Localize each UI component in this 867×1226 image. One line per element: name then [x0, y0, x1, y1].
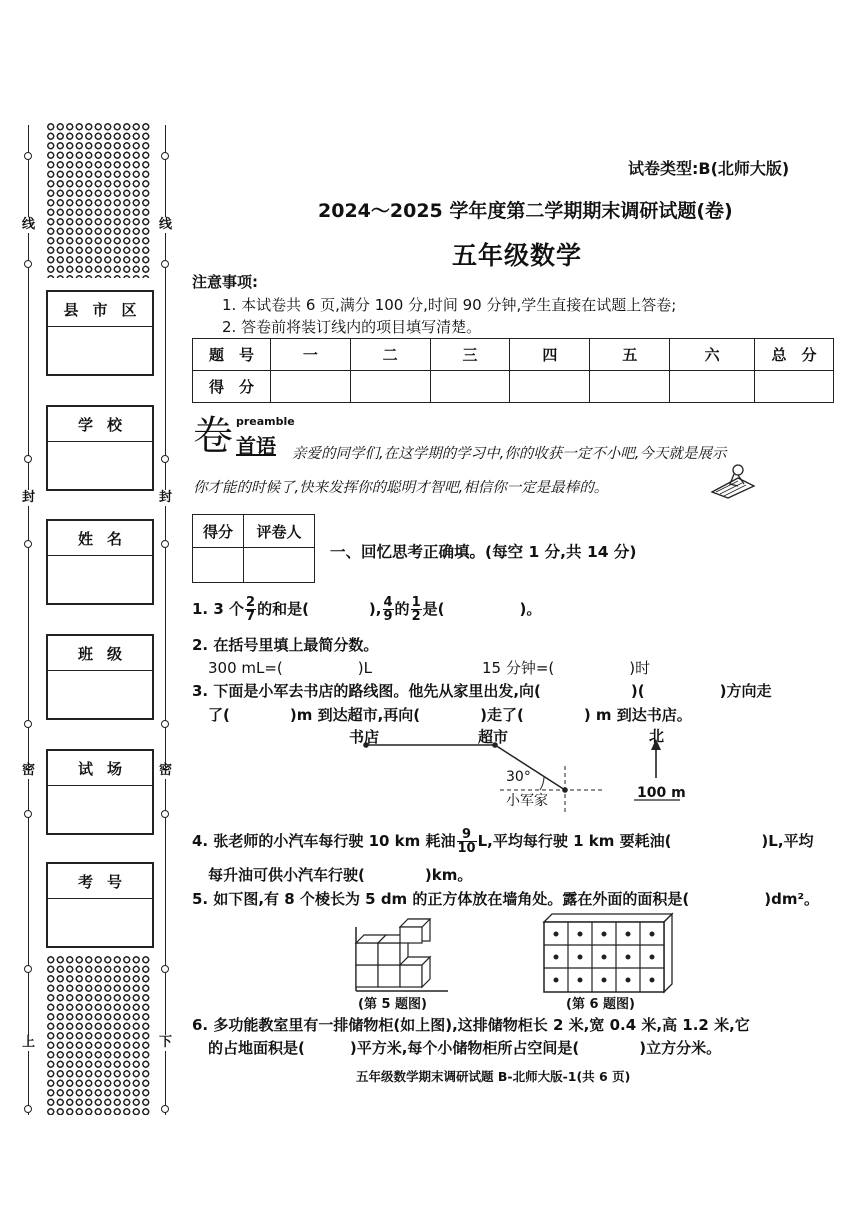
angle-label: 30° — [506, 769, 531, 785]
score-table — [192, 338, 834, 403]
binding-ring — [24, 1105, 32, 1113]
score-header-row — [193, 339, 834, 371]
q1-text: 的 — [394, 600, 410, 618]
score-cell[interactable] — [510, 371, 590, 403]
binding-ring — [24, 260, 32, 268]
score-row-label: 得 分 — [193, 371, 271, 403]
score-cell[interactable] — [670, 371, 755, 403]
fraction: $\frac{2}{7}$ — [246, 595, 256, 624]
grader-score-header: 得分 — [193, 515, 244, 548]
seal-char: 封 — [159, 490, 173, 505]
school-label: 学校 — [48, 407, 152, 442]
score-header-cell: 一 — [270, 339, 350, 371]
question-3-line: 了( )m 到达超市,再向( )走了( ) m 到达书店。 — [208, 706, 692, 724]
binding-ring — [161, 152, 169, 160]
preamble-big-char: 卷 — [193, 413, 233, 459]
preamble-line: 你才能的时候了,快来发挥你的聪明才智吧,相信你一定是最棒的。 — [193, 480, 609, 496]
county-field[interactable] — [46, 290, 154, 376]
binding-ring — [24, 455, 32, 463]
bookstore-label: 书店 — [349, 728, 380, 746]
q4-text: L,平均每行驶 1 km 要耗油( )L,平均 — [477, 832, 814, 850]
score-cell[interactable] — [270, 371, 350, 403]
seal-char: 线 — [22, 217, 36, 232]
home-label: 小军家 — [506, 793, 548, 809]
exam-number-label: 考号 — [48, 864, 152, 899]
question-2a: 300 mL=( )L — [208, 659, 372, 677]
binding-ring — [24, 720, 32, 728]
class-label: 班级 — [48, 636, 152, 671]
score-value-row — [193, 371, 834, 403]
question-2b: 15 分钟=( )时 — [482, 659, 651, 677]
grader-score-cell[interactable] — [193, 548, 244, 583]
subject-title: 五年级数学 — [452, 241, 583, 270]
grader-name-header: 评卷人 — [244, 515, 315, 548]
question-6-line: 6. 多功能教室里有一排储物柜(如上图),这排储物柜长 2 米,宽 0.4 米,高 1.2 米,它 — [192, 1016, 750, 1034]
note-item: 2. 答卷前将装订线内的项目填写清楚。 — [222, 318, 482, 336]
class-field[interactable] — [46, 634, 154, 720]
question-2-stem: 2. 在括号里填上最简分数。 — [192, 636, 379, 654]
market-label: 超市 — [478, 728, 509, 746]
scale-label: 100 m — [637, 785, 686, 801]
binding-ring — [161, 1105, 169, 1113]
q1-text: 1. 3 个 — [192, 600, 245, 618]
binding-ring — [161, 810, 169, 818]
binding-ring — [161, 965, 169, 973]
exam-title: 2024～2025 学年度第二学期期末调研试题(卷) — [318, 200, 733, 222]
north-label: 北 — [649, 727, 665, 745]
score-header-cell: 总 分 — [755, 339, 834, 371]
q1-text: 是( )。 — [422, 600, 542, 618]
preamble-line: 亲爱的同学们,在这学期的学习中,你的收获一定不小吧,今天就是展示 — [292, 446, 727, 462]
dot-pattern-top — [46, 122, 151, 278]
note-item: 1. 本试卷共 6 页,满分 100 分,时间 90 分钟,学生直接在试题上答卷; — [222, 296, 677, 314]
exam-number-field[interactable] — [46, 862, 154, 948]
score-header-cell: 四 — [510, 339, 590, 371]
preamble-english: preamble — [236, 415, 295, 428]
score-header-cell: 五 — [590, 339, 670, 371]
score-cell[interactable] — [590, 371, 670, 403]
binding-ring — [24, 540, 32, 548]
score-header-cell: 二 — [350, 339, 430, 371]
binding-ring — [161, 720, 169, 728]
score-cell[interactable] — [755, 371, 834, 403]
binding-ring — [161, 455, 169, 463]
cubes-corner-figure — [352, 915, 452, 993]
binding-ring — [24, 965, 32, 973]
seal-char: 密 — [22, 763, 36, 778]
seal-char: 线 — [159, 217, 173, 232]
q1-text: 的和是( ), — [257, 600, 382, 618]
name-label: 姓名 — [48, 521, 152, 556]
score-cell[interactable] — [350, 371, 430, 403]
section1-title: 一、回忆思考正确填。(每空 1 分,共 14 分) — [330, 543, 637, 561]
dot-pattern-bottom — [46, 955, 151, 1115]
seal-char: 密 — [159, 763, 173, 778]
score-header-cell: 题 号 — [193, 339, 271, 371]
storage-cabinet-figure — [540, 910, 675, 994]
grader-name-cell[interactable] — [244, 548, 315, 583]
exam-room-field[interactable] — [46, 749, 154, 835]
preamble-small: 首语 — [236, 434, 276, 458]
fraction: $\frac{1}{2}$ — [411, 595, 421, 624]
question-5: 5. 如下图,有 8 个棱长为 5 dm 的正方体放在墙角处。露在外面的面积是( )dm²。 — [192, 890, 820, 908]
seal-char: 上 — [22, 1035, 36, 1050]
name-field[interactable] — [46, 519, 154, 605]
exam-room-label: 试场 — [48, 751, 152, 786]
score-header-cell: 六 — [670, 339, 755, 371]
grader-table — [192, 514, 315, 583]
county-label: 县市区 — [48, 292, 152, 327]
fraction: $\frac{9}{10}$ — [457, 827, 476, 856]
binding-ring — [24, 810, 32, 818]
score-header-cell: 三 — [430, 339, 510, 371]
exam-type-label: 试卷类型:B(北师大版) — [628, 159, 790, 178]
student-writing-icon — [708, 462, 758, 500]
binding-ring — [161, 260, 169, 268]
notes-heading: 注意事项: — [192, 273, 258, 291]
q4-text: 4. 张老师的小汽车每行驶 10 km 耗油 — [192, 832, 456, 850]
fraction: $\frac{4}{9}$ — [383, 595, 393, 624]
page-footer: 五年级数学期末调研试题 B-北师大版-1(共 6 页) — [356, 1069, 631, 1084]
question-1 — [192, 596, 541, 623]
seal-char: 下 — [159, 1035, 173, 1050]
figure5-caption: (第 5 题图) — [358, 997, 427, 1012]
seal-char: 封 — [22, 490, 36, 505]
question-4 — [192, 828, 814, 855]
question-4-line: 每升油可供小汽车行驶( )km。 — [208, 866, 473, 884]
question-3-line: 3. 下面是小军去书店的路线图。他先从家里出发,向( )( )方向走 — [192, 682, 772, 700]
binding-ring — [161, 540, 169, 548]
figure6-caption: (第 6 题图) — [566, 997, 635, 1012]
score-cell[interactable] — [430, 371, 510, 403]
question-6-line: 的占地面积是( )平方米,每个小储物柜所占空间是( )立方分米。 — [208, 1039, 722, 1057]
school-field[interactable] — [46, 405, 154, 491]
binding-ring — [24, 152, 32, 160]
